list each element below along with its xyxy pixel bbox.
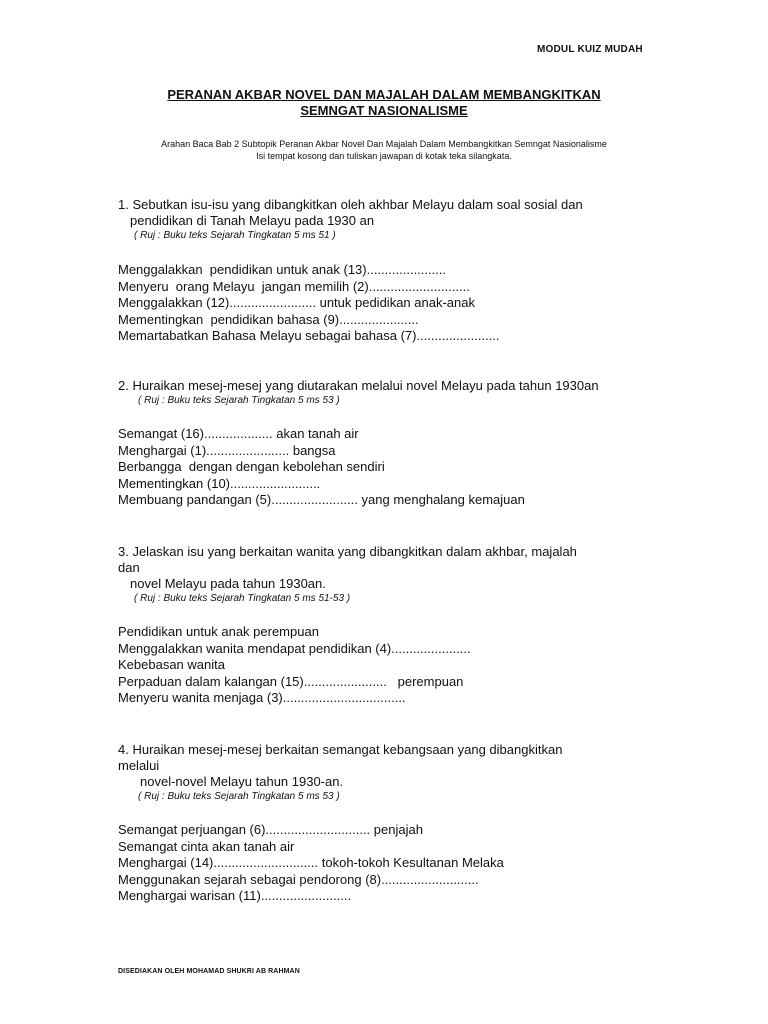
question-3-reference: ( Ruj : Buku teks Sejarah Tingkatan 5 ms 51-53 ) <box>134 593 351 604</box>
question-4-answers <box>118 822 658 905</box>
instructions-line-2: Isi tempat kosong dan tuliskan jawapan di kotak teka silangkata. <box>256 151 512 161</box>
question-1-reference: ( Ruj : Buku teks Sejarah Tingkatan 5 ms 51 ) <box>134 230 336 241</box>
question-2 <box>118 378 658 408</box>
question-2-reference: ( Ruj : Buku teks Sejarah Tingkatan 5 ms 53 ) <box>138 395 340 406</box>
answer-line: Menghargai (14)............................. tokoh-tokoh Kesultanan Melaka <box>118 855 504 870</box>
question-4-text-line-1b: melalui <box>118 758 160 773</box>
answer-line: Menghargai warisan (11)......................... <box>118 888 352 903</box>
answer-line: Menghargai (1)....................... bangsa <box>118 442 336 458</box>
answer-line: Mementingkan pendidikan bahasa (9)...................... <box>118 311 419 327</box>
answer-line: Perpaduan dalam kalangan (15)....................... perempuan <box>118 673 464 689</box>
question-2-answers <box>118 426 658 509</box>
answer-line: Menggalakkan wanita mendapat pendidikan (4)...................... <box>118 640 471 656</box>
answer-line: Semangat cinta akan tanah air <box>118 838 295 854</box>
footer-prepared-by: DISEDIAKAN OLEH MOHAMAD SHUKRI AB RAHMAN <box>118 968 300 975</box>
question-4-text-line-2: novel-novel Melayu tahun 1930-an. <box>140 774 344 789</box>
answer-line: Membuang pandangan (5)........................ yang menghalang kemajuan <box>118 492 525 507</box>
answer-line: Menggalakkan (12)........................ untuk pedidikan anak-anak <box>118 295 475 310</box>
question-2-text-line-1: 2. Huraikan mesej-mesej yang diutarakan melalui novel Melayu pada tahun 1930an <box>118 378 599 393</box>
answer-line: Menyeru orang Melayu jangan memilih (2)............................ <box>118 278 470 294</box>
answer-line: Menggunakan sejarah sebagai pendorong (8)........................... <box>118 871 479 887</box>
instructions <box>100 138 668 162</box>
answer-line: Menyeru wanita menjaga (3).................................. <box>118 690 406 705</box>
answer-line: Pendidikan untuk anak perempuan <box>118 624 319 639</box>
question-4-reference: ( Ruj : Buku teks Sejarah Tingkatan 5 ms 53 ) <box>138 791 340 802</box>
answer-line: Kebebasan wanita <box>118 657 225 672</box>
question-3-text-line-1: 3. Jelaskan isu yang berkaitan wanita yang dibangkitkan dalam akhbar, majalah <box>118 544 577 559</box>
page-title <box>120 87 648 119</box>
answer-line: Semangat perjuangan (6)............................. penjajah <box>118 822 423 837</box>
question-1-text-line-1: 1. Sebutkan isu-isu yang dibangkitkan oleh akhbar Melayu dalam soal sosial dan <box>118 197 583 212</box>
question-3-text-line-2: novel Melayu pada tahun 1930an. <box>130 576 326 591</box>
question-1 <box>118 197 658 243</box>
question-3-answers <box>118 624 658 707</box>
question-1-answers <box>118 262 658 345</box>
module-label: MODUL KUIZ MUDAH <box>537 44 643 55</box>
question-1-text-line-2: pendidikan di Tanah Melayu pada 1930 an <box>130 213 375 228</box>
answer-line: Berbangga dengan dengan kebolehan sendiri <box>118 459 385 474</box>
answer-line: Memartabatkan Bahasa Melayu sebagai bahasa (7)....................... <box>118 328 500 343</box>
page-title-line-1: PERANAN AKBAR NOVEL DAN MAJALAH DALAM MEMBANGKITKAN <box>167 87 601 102</box>
answer-line: Mementingkan (10)......................... <box>118 475 321 491</box>
question-3 <box>118 544 658 606</box>
question-4-text-line-1: 4. Huraikan mesej-mesej berkaitan semangat kebangsaan yang dibangkitkan <box>118 742 563 757</box>
page-title-line-2: SEMNGAT NASIONALISME <box>300 103 468 118</box>
question-4 <box>118 742 658 804</box>
answer-line: Menggalakkan pendidikan untuk anak (13)...................... <box>118 262 447 277</box>
instructions-line-1: Arahan Baca Bab 2 Subtopik Peranan Akbar Novel Dan Majalah Dalam Membangkitkan Semngat Nasionalisme <box>161 139 607 149</box>
question-3-text-line-1b: dan <box>118 560 140 575</box>
answer-line: Semangat (16)................... akan tanah air <box>118 426 359 441</box>
